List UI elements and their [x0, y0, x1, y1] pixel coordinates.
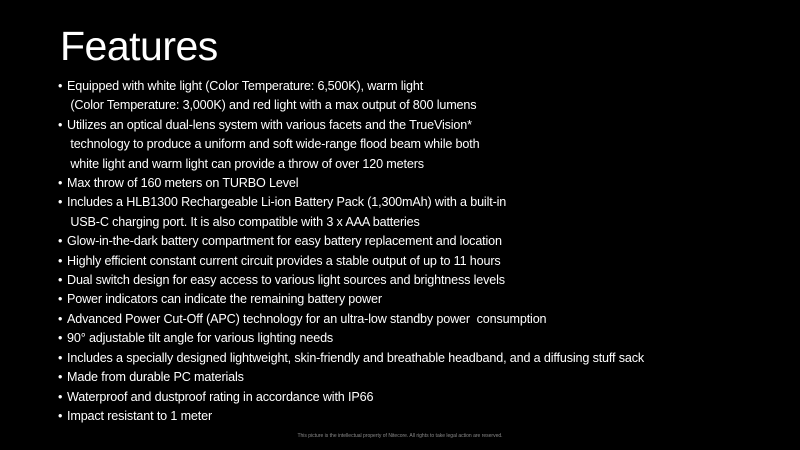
feature-text: Advanced Power Cut-Off (APC) technology for an ultra-low standby power consumption: [67, 311, 547, 326]
feature-text: Power indicators can indicate the remaining battery power: [67, 292, 382, 307]
feature-text: Includes a specially designed lightweight, skin-friendly and breathable headband, and a diffusing stuff sack: [67, 350, 645, 365]
feature-text: Waterproof and dustproof rating in accordance with IP66: [67, 389, 374, 404]
feature-item: [58, 349, 788, 368]
feature-text: Glow-in-the-dark battery compartment for easy battery replacement and location: [67, 234, 502, 249]
feature-item: [58, 174, 788, 193]
bullet-glyph: •: [58, 350, 63, 365]
feature-text: Utilizes an optical dual-lens system with various facets and the TrueVision* technology to produce a uniform and soft wide-range flood beam while both white light and warm light can provide a throw of over 120 meters: [67, 117, 480, 171]
feature-item: [58, 271, 788, 290]
bullet-glyph: •: [58, 117, 63, 132]
feature-item: [58, 388, 788, 407]
feature-item: [58, 407, 788, 426]
slide-title: Features: [60, 23, 218, 69]
feature-item: [58, 77, 788, 116]
feature-text: Highly efficient constant current circuit provides a stable output of up to 11 hours: [67, 253, 501, 268]
copyright-notice: This picture is the intellectual property of Nitecore. All rights to take legal action are reserved.: [297, 433, 503, 439]
bullet-glyph: •: [58, 79, 63, 93]
feature-text: Max throw of 160 meters on TURBO Level: [67, 176, 299, 191]
feature-item: [58, 368, 788, 387]
bullet-glyph: •: [58, 331, 63, 346]
feature-item: [58, 252, 788, 271]
bullet-glyph: •: [58, 389, 63, 404]
bullet-glyph: •: [58, 273, 63, 288]
feature-item: [58, 329, 788, 348]
bullet-glyph: •: [58, 176, 63, 191]
feature-text: Dual switch design for easy access to various light sources and brightness levels: [67, 273, 505, 288]
feature-text: 90° adjustable tilt angle for various lighting needs: [67, 331, 334, 346]
feature-item: [58, 310, 788, 329]
feature-list: [58, 77, 788, 426]
feature-text: Made from durable PC materials: [67, 370, 244, 385]
bullet-glyph: •: [58, 370, 63, 385]
bullet-glyph: •: [58, 292, 63, 307]
feature-text: Impact resistant to 1 meter: [67, 408, 213, 423]
bullet-glyph: •: [58, 253, 63, 268]
bullet-glyph: •: [58, 408, 63, 423]
feature-text: Includes a HLB1300 Rechargeable Li-ion Battery Pack (1,300mAh) with a built-in USB-C charging port. It is also compatible with 3 x AAA batteries: [67, 195, 507, 229]
feature-item: [58, 116, 788, 174]
feature-item: [58, 290, 788, 309]
bullet-glyph: •: [58, 195, 63, 210]
feature-item: [58, 232, 788, 251]
bullet-glyph: •: [58, 311, 63, 326]
feature-text: Equipped with white light (Color Temperature: 6,500K), warm light (Color Temperature: 3,000K) and red light with a max output of 800 lumens: [67, 79, 477, 113]
bullet-glyph: •: [58, 234, 63, 249]
feature-item: [58, 193, 788, 232]
